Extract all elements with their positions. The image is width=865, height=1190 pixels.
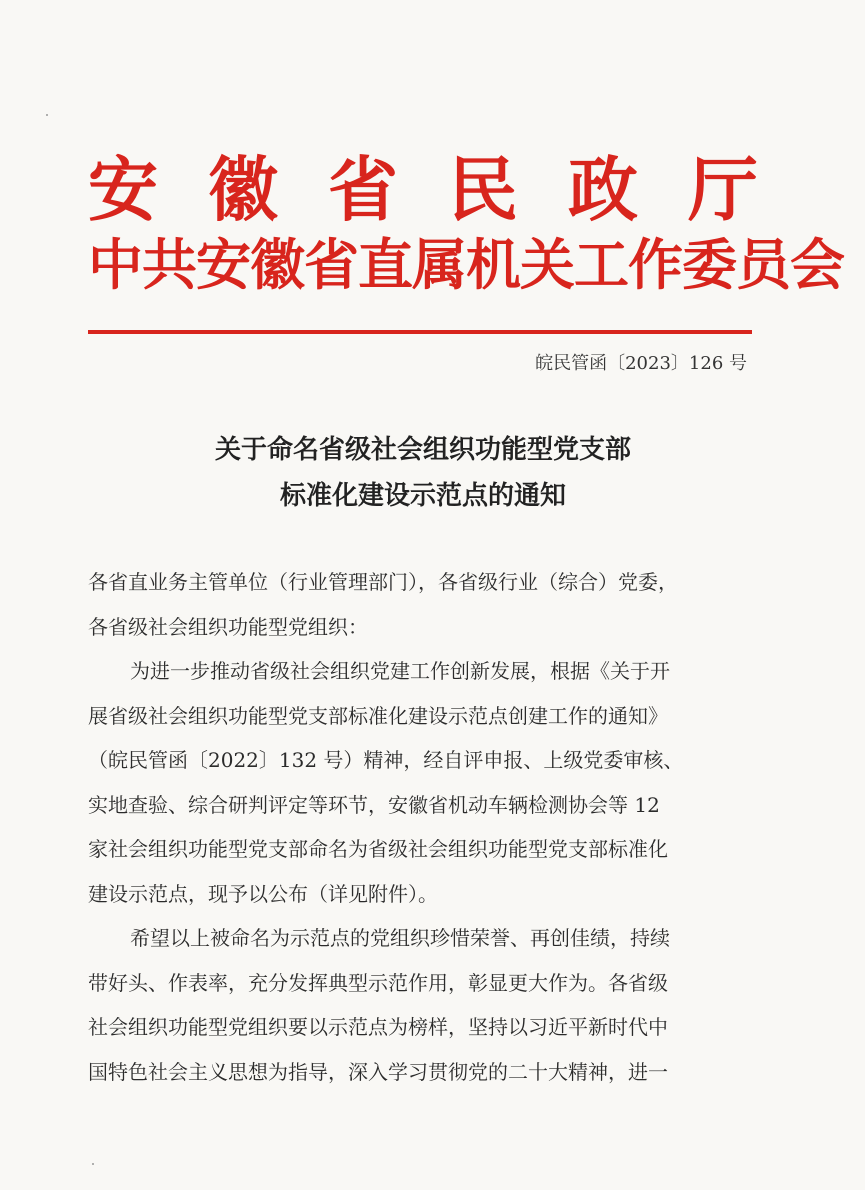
body-line: 为进一步推动省级社会组织党建工作创新发展，根据《关于开 [130,659,670,683]
scan-speck [92,1163,94,1165]
issuing-org-line-2: 中共安徽省直属机关工作委员会 [88,233,845,297]
document-number: 皖民管函〔2023〕126 号 [535,353,747,374]
org-char: 安 [88,149,158,231]
red-header-divider [88,330,752,334]
body-line: 建设示范点，现予以公布（详见附件）。 [88,881,438,906]
org-char: 政 [568,149,638,231]
document-title-line-2: 标准化建设示范点的通知 [279,481,566,511]
issuing-org-line-1 [88,150,758,230]
org-char: 徽 [208,149,278,231]
body-line: 国特色社会主义思想为指导，深入学习贯彻党的二十大精神，进一 [88,1059,668,1084]
body-line: （皖民管函〔2022〕132 号）精神，经自评申报、上级党委审核、 [88,748,684,772]
body-line: 家社会组织功能型党支部命名为省级社会组织功能型党支部标准化 [88,837,668,861]
document-body [88,560,752,1094]
body-line: 各省级社会组织功能型党组织： [88,614,368,639]
body-line: 社会组织功能型党组织要以示范点为榜样，坚持以习近平新时代中 [88,1015,668,1039]
body-line: 实地查验、综合研判评定等环节，安徽省机动车辆检测协会等 12 [88,792,660,817]
document-title-line-1: 关于命名省级社会组织功能型党支部 [214,435,631,465]
org-char: 厅 [688,149,758,231]
body-line: 各省直业务主管单位（行业管理部门），各省级行业（综合）党委， [88,570,678,594]
scan-speck [46,114,48,116]
org-char: 省 [328,149,398,231]
body-line: 带好头、作表率，充分发挥典型示范作用，彰显更大作为。各省级 [88,970,668,995]
body-line: 希望以上被命名为示范点的党组织珍惜荣誉、再创佳绩，持续 [130,926,670,950]
body-line: 展省级社会组织功能型党支部标准化建设示范点创建工作的通知》 [88,703,668,728]
org-char: 民 [448,149,518,231]
